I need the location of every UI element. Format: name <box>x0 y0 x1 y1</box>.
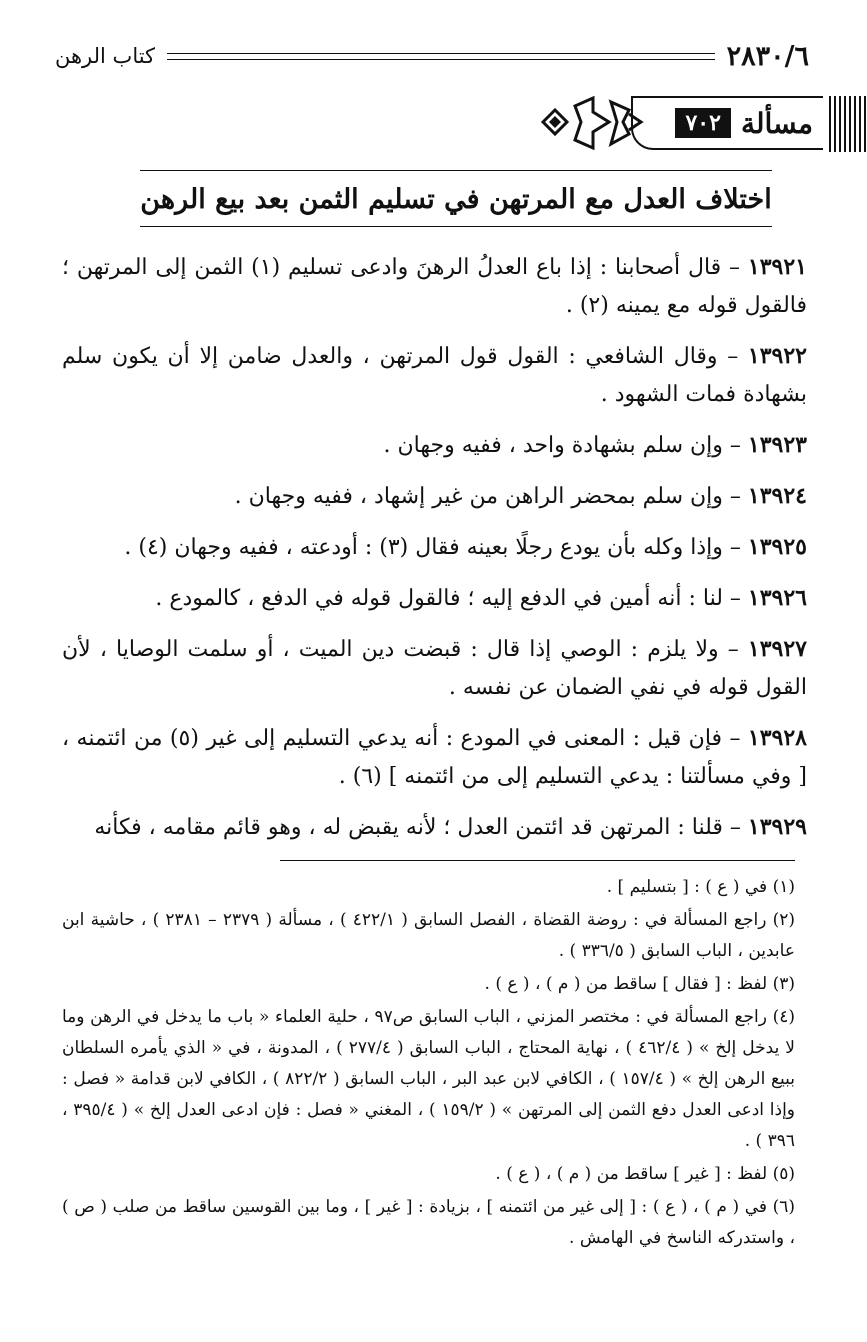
footnote: (٢) راجع المسألة في : روضة القضاة ، الفصل السابق ( ٤٢٢/١ ) ، مسألة ( ٢٣٧٩ – ٢٣٨١ ) ، حاشية ابن عابدين ، الباب السابق ( ٣٣٦/٥ ) . <box>62 910 796 961</box>
paragraph-number: ١٣٩٢٤ <box>747 483 807 509</box>
paragraph-number: ١٣٩٢٧ <box>747 636 807 662</box>
footnote: (٦) في ( م ) ، ( ع ) : [ إلى غير من ائتمنه ] ، بزيادة : [ غير ] ، وما بين القوسين ساقط من صلب ( ص ) ، واستدركه الناسخ في الهامش . <box>62 1197 795 1248</box>
paragraph <box>62 719 807 796</box>
banner-stripes <box>829 96 867 152</box>
paragraph <box>62 579 807 618</box>
footnote: (٥) لفظ : [ غير ] ساقط من ( م ) ، ( ع ) . <box>495 1164 795 1184</box>
book-title: كتاب الرهن <box>55 44 156 68</box>
masala-title: اختلاف العدل مع المرتهن في تسليم الثمن بعد بيع الرهن <box>140 184 772 215</box>
footnote: (٣) لفظ : [ فقال ] ساقط من ( م ) ، ( ع ) . <box>484 974 795 994</box>
header-divider <box>167 53 715 60</box>
ornament-icon <box>537 92 647 156</box>
paragraph <box>62 426 807 465</box>
paragraph <box>62 248 807 325</box>
footnote-divider <box>280 860 795 861</box>
paragraph-number: ١٣٩٢٦ <box>747 585 807 611</box>
running-header <box>55 38 809 74</box>
paragraph <box>62 477 807 516</box>
paragraph-number: ١٣٩٢٩ <box>747 814 807 840</box>
paragraph-number: ١٣٩٢٥ <box>747 534 807 560</box>
paragraph <box>62 337 807 414</box>
masala-banner <box>537 92 867 156</box>
paragraph-text: – قال أصحابنا : إذا باع العدلُ الرهنَ وادعى تسليم (١) الثمن إلى المرتهن ؛ فالقول قوله مع يمينه (٢) . <box>62 255 807 318</box>
paragraph-number: ١٣٩٢٢ <box>747 343 807 369</box>
paragraph-number: ١٣٩٢١ <box>747 254 807 280</box>
paragraph-text: – لنا : أنه أمين في الدفع إليه ؛ فالقول قوله في الدفع ، كالمودع . <box>155 586 748 611</box>
footnote: (٤) راجع المسألة في : مختصر المزني ، الباب السابق ص٩٧ ، حلية العلماء « باب ما يدخل في الرهن وما لا يدخل إلخ » ( ٤٦٢/٤ ) ، نهاية المحتاج ، الباب السابق ( ٢٧٧/٤ ) ، المدونة ، في « الذي يأمره السلطان ببيع الرهن إلخ » ( ١٥٧/٤ ) ، الكافي لابن عبد البر ، الباب السابق ( ٨٢٢/٢ ) ، الكافي لابن قدامة « فصل : وإذا ادعى العدل دفع الثمن إلى المرتهن » ( ١٥٩/٢ ) ، المغني « فصل : فإن ادعى العدل إلخ » ( ٣٩٥/٤ ، ٣٩٦ ) . <box>62 1007 795 1151</box>
title-rule-bottom <box>140 226 772 227</box>
paragraph-text: – قلنا : المرتهن قد ائتمن العدل ؛ لأنه يقبض له ، وهو قائم مقامه ، فكأنه <box>94 815 748 840</box>
footnote: (١) في ( ع ) : [ بتسليم ] . <box>606 877 795 897</box>
paragraph <box>62 630 807 707</box>
title-rule-top <box>140 170 772 171</box>
paragraph-number: ١٣٩٢٨ <box>747 725 807 751</box>
paragraph-text: – وإن سلم بمحضر الراهن من غير إشهاد ، ففيه وجهان . <box>234 484 748 509</box>
masala-label-frame <box>631 96 823 150</box>
page-number: ٢٨٣٠/٦ <box>726 40 809 72</box>
paragraph-text: – وإن سلم بشهادة واحد ، ففيه وجهان . <box>383 433 748 458</box>
footnotes <box>62 872 795 1256</box>
paragraph <box>62 528 807 567</box>
masala-label: مسألة <box>740 106 813 140</box>
paragraph <box>62 808 807 847</box>
paragraph-number: ١٣٩٢٣ <box>747 432 807 458</box>
paragraph-text: – وإذا وكله بأن يودع رجلًا بعينه فقال (٣) : أودعته ، ففيه وجهان (٤) . <box>124 535 748 560</box>
paragraph-text: – فإن قيل : المعنى في المودع : أنه يدعي التسليم إلى غير (٥) من ائتمنه ، [ وفي مسألتنا : يدعي التسليم إلى من ائتمنه ] (٦) . <box>62 726 807 789</box>
paragraph-text: – ولا يلزم : الوصي إذا قال : قبضت دين الميت ، أو سلمت الوصايا ، لأن القول قوله في نفي الضمان عن نفسه . <box>62 637 807 700</box>
masala-number: ٧٠٢ <box>675 108 730 138</box>
body-text <box>62 248 807 859</box>
paragraph-text: – وقال الشافعي : القول قول المرتهن ، والعدل ضامن إلا أن يكون سلم بشهادة فمات الشهود . <box>62 344 807 407</box>
